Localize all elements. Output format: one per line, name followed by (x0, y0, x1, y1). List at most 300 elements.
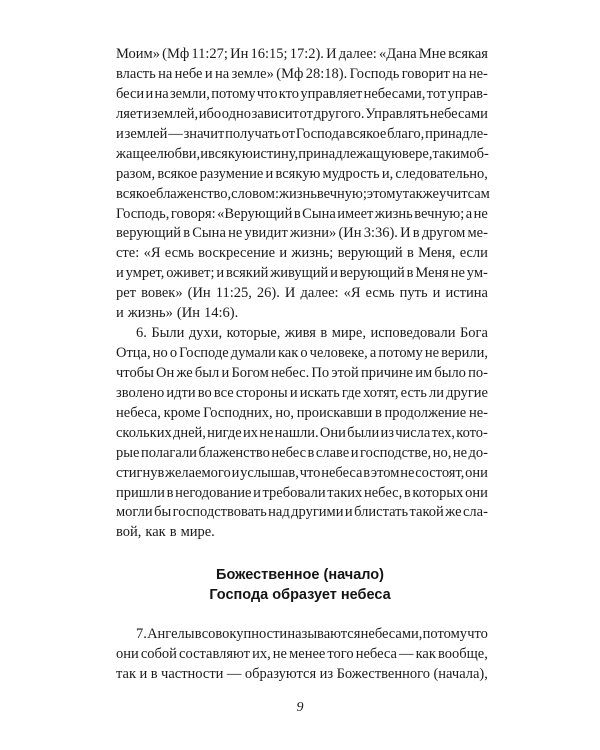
word: же (176, 364, 193, 381)
word: этому (366, 185, 403, 202)
word: из (380, 424, 394, 441)
word: беси (116, 85, 145, 102)
word: кроме (163, 404, 201, 421)
word: услышав, (240, 464, 299, 481)
section-heading-line-1: Божественное (начало) (216, 567, 384, 583)
word: ибо (198, 105, 222, 122)
word: всякая (448, 46, 488, 62)
page-number: 9 (296, 700, 304, 715)
word: сла- (462, 504, 488, 521)
word: всякую (275, 165, 321, 182)
word: разумение (199, 165, 264, 182)
word: и (116, 125, 124, 142)
word: потому (378, 344, 423, 361)
text-line (116, 484, 488, 504)
word: совокупности (201, 626, 288, 642)
word: причине (360, 364, 413, 381)
word: говоря: (170, 205, 216, 222)
word: их, (252, 645, 271, 662)
word: не (452, 444, 468, 461)
word: вечную; (414, 205, 465, 222)
word: не (228, 225, 243, 242)
word: И (326, 46, 337, 62)
word: господстве, (359, 444, 432, 461)
word: Сына (192, 225, 226, 242)
text-line (116, 45, 488, 65)
word: нигде (207, 424, 242, 441)
word: бы (154, 504, 172, 521)
word: продолжение (384, 404, 467, 421)
word: зволено (116, 384, 165, 401)
word: и (139, 665, 148, 682)
word: и (279, 245, 288, 262)
word: следовательно, (395, 165, 488, 182)
word: в (293, 205, 301, 222)
text-line (116, 185, 488, 205)
word: вообще, (438, 645, 488, 662)
word: славе (315, 444, 350, 461)
word: Ангелы (147, 626, 195, 642)
word: жизнь» (127, 305, 173, 322)
text-line (116, 85, 488, 105)
word: и (231, 464, 240, 481)
text-line (116, 165, 488, 185)
word: на (215, 65, 230, 82)
word: принадлежащую (298, 145, 402, 162)
word: они (465, 484, 488, 501)
word: потому (211, 85, 256, 102)
word: не (424, 344, 440, 361)
word: любви, (156, 145, 201, 162)
word: одно (221, 105, 251, 122)
word: нашли. (274, 424, 319, 441)
word: Управлять (365, 105, 430, 122)
word: об- (469, 145, 489, 162)
text-line (116, 205, 488, 225)
word: в (363, 464, 371, 481)
word: далее: (300, 285, 339, 302)
word: в (412, 225, 420, 242)
word: требовали (262, 484, 326, 501)
word: и (265, 165, 274, 182)
word: и, (381, 165, 394, 182)
word: небеса, (116, 404, 161, 421)
word: вере, (401, 145, 433, 162)
word: Господь, (116, 205, 170, 222)
word: стороны (235, 384, 288, 401)
word: И (400, 225, 411, 242)
word: но, (432, 444, 452, 461)
text-line (116, 424, 488, 444)
text-line (116, 284, 488, 304)
word: в (169, 524, 177, 541)
word: такой (409, 504, 444, 521)
word: о (300, 344, 308, 361)
word: другом (421, 225, 466, 242)
word: земле» (231, 65, 274, 82)
word: их (242, 424, 258, 441)
word: рые (116, 444, 140, 461)
word: и (344, 504, 353, 521)
text-line (116, 384, 488, 404)
word: и (289, 384, 298, 401)
word: верили, (441, 344, 488, 361)
word: живущий (270, 265, 329, 282)
word: Господь (349, 65, 400, 82)
word: как (277, 344, 299, 361)
word: в (166, 484, 174, 501)
word: был (194, 364, 220, 381)
word: Были (151, 325, 185, 341)
word: небе (174, 65, 203, 82)
word: землей, (151, 105, 199, 122)
word: есмь (164, 245, 194, 262)
word: блаженство (198, 444, 270, 461)
text-line (116, 665, 488, 685)
word: верующий (337, 245, 403, 262)
word: до- (468, 444, 488, 461)
word: жизни» (289, 225, 337, 242)
word: Отца, (116, 344, 151, 361)
word: не- (468, 404, 488, 421)
word: умрет, (125, 265, 165, 282)
word: и (143, 105, 152, 122)
word: в (183, 225, 191, 242)
text-line (116, 645, 488, 665)
word: стигнув (116, 464, 165, 481)
word: другими (291, 504, 344, 521)
text-line (116, 344, 488, 364)
word: 17:2). (289, 46, 324, 62)
paragraph-2 (116, 324, 488, 543)
word: живя (284, 325, 316, 341)
word: учит (438, 185, 468, 202)
word: не (473, 205, 488, 222)
word: а (369, 344, 377, 361)
word: было (434, 364, 466, 381)
word: мире. (180, 524, 215, 541)
word: другие (446, 384, 488, 401)
text-line (116, 264, 488, 284)
word: разом, (116, 165, 156, 182)
word: вой, (116, 524, 142, 541)
text-line (116, 464, 488, 484)
word: По (311, 364, 330, 381)
word: могли (116, 504, 153, 521)
word: (начала), (433, 665, 488, 682)
word: ум- (466, 265, 488, 282)
word: Меня, (418, 245, 456, 262)
word: тот (426, 85, 447, 102)
word: что (467, 626, 488, 642)
word: пришли (116, 484, 165, 501)
word: что (256, 85, 278, 102)
word: сте: (116, 245, 140, 262)
word: жизнь (374, 205, 413, 222)
word: таким (432, 145, 470, 162)
word: земли, (169, 85, 210, 102)
word: из (319, 665, 334, 682)
text-line (116, 224, 488, 244)
word: и (432, 285, 441, 302)
word: Господа (295, 125, 346, 142)
word: 3:36). (363, 225, 398, 242)
word: ме- (467, 225, 488, 242)
text-line (116, 364, 488, 384)
word: и (145, 85, 154, 102)
word: жизнь (279, 185, 317, 202)
word: от (299, 105, 313, 122)
text-line (116, 523, 488, 543)
word: где (341, 384, 361, 401)
word: которых (412, 484, 464, 501)
word: 11:25, (215, 285, 252, 302)
word: человеке, (309, 344, 368, 361)
text-line (116, 444, 488, 464)
word: в (407, 245, 414, 262)
word: есть (400, 384, 427, 401)
word: мудрость (322, 165, 380, 182)
word: таких (327, 484, 363, 501)
word: проискавши (296, 404, 373, 421)
word: 6. (136, 325, 147, 341)
word: небесами, (363, 85, 426, 102)
word: Меня (415, 265, 449, 282)
word: 16:15; (250, 46, 288, 62)
text-line (116, 503, 488, 523)
word: господствовать (172, 504, 267, 521)
word: как (145, 524, 166, 541)
word: небеса (321, 464, 363, 481)
text-line (116, 125, 488, 145)
text-line (116, 244, 488, 264)
word: верующий (339, 265, 405, 282)
word: всякое (346, 125, 387, 142)
word: небес, (363, 484, 403, 501)
word: в (307, 444, 315, 461)
word: полагали (140, 444, 197, 461)
word: но, (275, 404, 295, 421)
word: (Ин (176, 305, 200, 322)
word: же (445, 504, 462, 521)
word: все (213, 384, 234, 401)
word: небес (271, 444, 307, 461)
word: небесами, (360, 626, 423, 642)
word: в (320, 325, 328, 341)
word: не- (468, 65, 488, 82)
word: как (415, 645, 436, 662)
word: — (168, 125, 183, 142)
word: далее: (338, 46, 377, 62)
word: «Дана (378, 46, 417, 62)
word: на (158, 65, 173, 82)
word: частности (161, 665, 224, 682)
word: и (200, 145, 208, 162)
word: всякое (116, 185, 157, 202)
word: от (281, 125, 296, 142)
word: не (259, 424, 274, 441)
word: путь (399, 285, 428, 302)
word: и (116, 305, 124, 322)
word: Мне (418, 46, 446, 62)
text-line (116, 304, 488, 324)
word: на (154, 85, 169, 102)
word: желаемого (165, 464, 231, 481)
word: получать (225, 125, 281, 142)
word: и (221, 364, 230, 381)
word: кто (278, 85, 300, 102)
word: (Ин (338, 225, 362, 242)
word: есмь (365, 285, 395, 302)
word: искать (299, 384, 340, 401)
word: негодование (175, 484, 252, 501)
word: 26). (256, 285, 280, 302)
word: ли (429, 384, 444, 401)
word: другого. (313, 105, 365, 122)
word: думали (230, 344, 276, 361)
word: жизнь; (291, 245, 334, 262)
word: (Мф (276, 65, 304, 82)
word: над (268, 504, 290, 521)
word: блистать (354, 504, 409, 521)
word: управляет (300, 85, 363, 102)
word: Сына (302, 205, 336, 222)
text-line (116, 65, 488, 85)
word: вечную; (316, 185, 367, 202)
word: (Ин (187, 285, 211, 302)
word: Господних, (203, 404, 273, 421)
word: небесами (429, 105, 488, 122)
word: Господе (179, 344, 229, 361)
word: «Я (143, 245, 161, 262)
word: Бога (459, 325, 488, 341)
word: сам (467, 185, 490, 202)
word: землей (124, 125, 168, 142)
word: и (204, 65, 213, 82)
word: не (400, 464, 415, 481)
word: им (415, 364, 433, 381)
word: верующий (116, 225, 182, 242)
word: кото- (456, 424, 488, 441)
word: дней, (172, 424, 206, 441)
word: 11:27; (191, 46, 228, 62)
word: Они (319, 424, 346, 441)
word: идти (166, 384, 196, 401)
text-line (116, 105, 488, 125)
word: и (216, 265, 225, 282)
word: также (402, 185, 439, 202)
word: в (403, 484, 411, 501)
word: всякое (157, 165, 198, 182)
word: и (116, 265, 124, 282)
word: 7. (136, 626, 147, 642)
word: числа (395, 424, 431, 441)
word: которые, (226, 325, 281, 341)
word: увидит (244, 225, 288, 242)
word: Моим» (116, 46, 160, 62)
word: «Верующий (217, 205, 293, 222)
word: значит (183, 125, 225, 142)
word: всякую (207, 145, 253, 162)
word: о (169, 344, 178, 361)
word: рет (116, 285, 137, 302)
word: а (465, 205, 473, 222)
text-line (116, 145, 488, 165)
word: в (406, 265, 414, 282)
word: мире, (331, 325, 366, 341)
word: в (150, 665, 158, 682)
word: вовек» (141, 285, 183, 302)
word: и (253, 484, 261, 501)
word: жащее (116, 145, 157, 162)
word: не (272, 645, 287, 662)
word: собой (140, 645, 177, 662)
word: небес. (270, 364, 310, 381)
word: так (116, 665, 136, 682)
word: блаженство, (156, 185, 232, 202)
word: духи, (188, 325, 223, 341)
word: словом: (231, 185, 280, 202)
word: тех, (431, 424, 456, 441)
word: в (194, 626, 202, 642)
word: они (116, 645, 139, 662)
section-heading-line-2: Господа образует небеса (209, 587, 391, 603)
word: оживет; (166, 265, 215, 282)
word: если (459, 245, 488, 262)
word: И (284, 285, 296, 302)
word: но (152, 344, 168, 361)
word: управ- (447, 85, 488, 102)
word: 14:6). (203, 305, 239, 322)
word: состоят, (415, 464, 465, 481)
word: менее (289, 645, 326, 662)
text-line (116, 404, 488, 424)
word: — (226, 665, 242, 682)
word: зависит (251, 105, 299, 122)
word: называются (287, 626, 361, 642)
word: принадле- (425, 125, 488, 142)
word: — (399, 645, 414, 662)
word: этом (370, 464, 400, 481)
word: не (450, 265, 465, 282)
word: и (330, 265, 338, 282)
word: того (327, 645, 354, 662)
section-heading (0, 565, 600, 605)
word: всякий (225, 265, 269, 282)
word: небеса (355, 645, 397, 662)
word: составляют (179, 645, 250, 662)
word: скольких (116, 424, 172, 441)
text-line (116, 625, 488, 645)
word: хотят, (363, 384, 399, 401)
word: они (465, 464, 488, 481)
word: Он (156, 364, 175, 381)
word: во (197, 384, 212, 401)
word: истину, (252, 145, 299, 162)
word: 28:18). (305, 65, 348, 82)
word: были (347, 424, 380, 441)
word: исповедовали (370, 325, 456, 341)
word: Ин (230, 46, 249, 62)
word: (Мф (162, 46, 190, 62)
word: в (374, 404, 382, 421)
text-line (116, 324, 488, 344)
word: воскресение (198, 245, 276, 262)
word: по- (468, 364, 488, 381)
word: на (452, 65, 467, 82)
word: говорит (401, 65, 450, 82)
word: и (350, 444, 359, 461)
